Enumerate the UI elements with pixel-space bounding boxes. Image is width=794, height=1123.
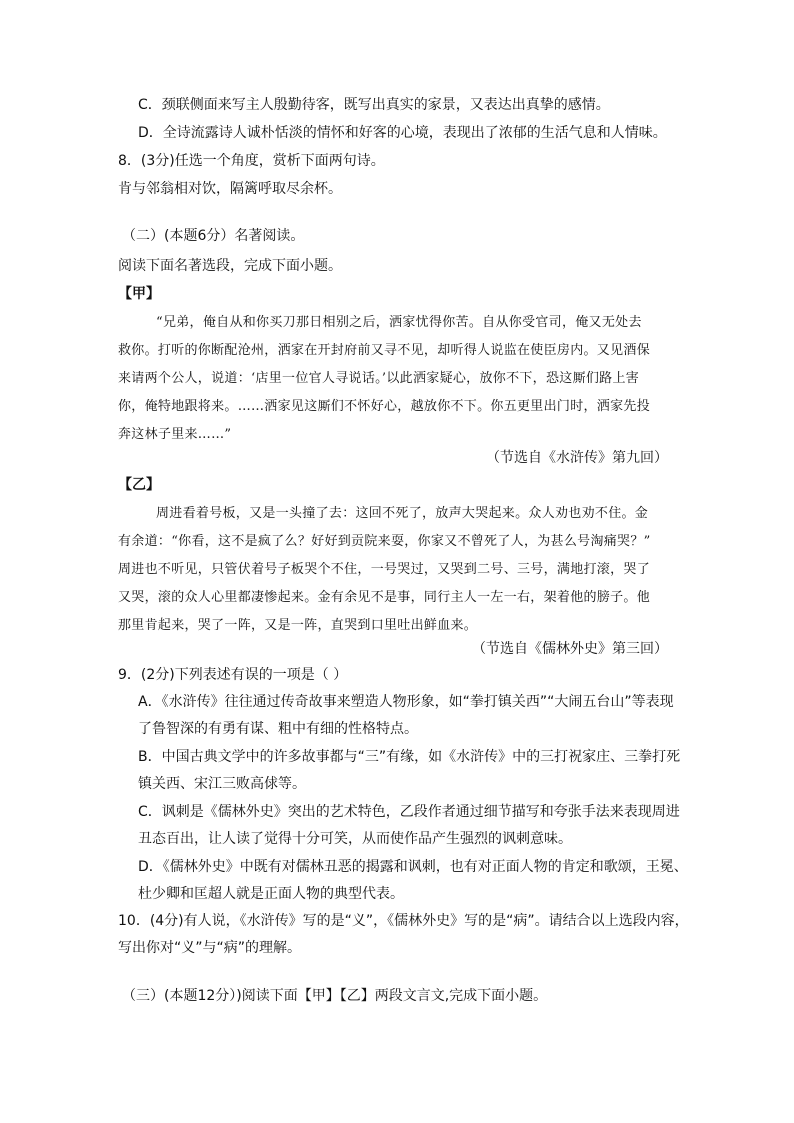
q7-option-c: C．颈联侧面来写主人殷勤待客，既写出真实的家景，又表达出真挚的感情。 — [138, 97, 610, 113]
section2-instruction: 阅读下面名著选段，完成下面小题。 — [118, 258, 342, 274]
passage-b-line: 周进也不听见，只管伏着号子板哭个不住，一号哭过，又哭到二号、三号，满地打滚，哭了 — [118, 562, 651, 577]
q10-prompt-cont: 写出你对“义”与“病”的理解。 — [118, 940, 302, 956]
q9-option-c: C．讽刺是《儒林外史》突出的艺术特色，乙段作者通过细节描写和夸张手法来表现周进 — [138, 804, 680, 820]
passage-a-line: 救你。打听的你断配沧州，洒家在开封府前又寻不见，却听得人说监在使臣房内。又见酒保 — [118, 343, 651, 358]
passage-b-label: 【乙】 — [118, 477, 160, 493]
q9-option-b: B．中国古典文学中的许多故事都与“三”有缘，如《水浒传》中的三打祝家庄、三拳打死 — [138, 749, 681, 765]
q9-option-d: D．《儒林外史》中既有对儒林丑恶的揭露和讽刺，也有对正面人物的肯定和歌颂，王冕、 — [138, 859, 688, 875]
q9-option-c-cont: 丑态百出，让人读了觉得十分可笑，从而使作品产生强烈的讽刺意味。 — [138, 831, 572, 847]
passage-a-label: 【甲】 — [118, 286, 160, 302]
q9-option-d-cont: 杜少卿和匡超人就是正面人物的典型代表。 — [138, 886, 404, 902]
section2-heading: （二）(本题6分）名著阅读。 — [122, 228, 305, 244]
q7-option-d: D．全诗流露诗人诚朴恬淡的情怀和好客的心境，表现出了浓郁的生活气息和人情味。 — [138, 125, 667, 141]
passage-a-line: 奔这林子里来……” — [118, 427, 232, 442]
passage-b-line: 那里肯起来，哭了一阵，又是一阵，直哭到口里吐出鲜血来。 — [118, 618, 478, 633]
q9-option-a: A．《水浒传》往往通过传奇故事来塑造人物形象，如“拳打镇关西”“大闹五台山”等表现 — [138, 694, 674, 710]
q10-prompt: 10．(4分)有人说，《水浒传》写的是“义”，《儒林外史》写的是“病”。请结合以上选段内容， — [118, 913, 689, 929]
passage-b-line: 周进看着号板，又是一头撞了去：这回不死了，放声大哭起来。众人劝也劝不住。金 — [156, 506, 649, 521]
passage-a-source: （节选自《水浒传》第九回） — [486, 450, 668, 466]
q9-prompt: 9．(2分)下列表述有误的一项是（ ） — [118, 667, 348, 683]
passage-b-line: 有余道：“你看，这不是疯了么？好好到贡院来耍，你家又不曾死了人，为甚么号淘痛哭？” — [118, 534, 651, 549]
q8-poem-lines: 肯与邻翁相对饮，隔篱呼取尽余杯。 — [118, 181, 342, 197]
q8-prompt: 8．(3分)任选一个角度，赏析下面两句诗。 — [118, 153, 385, 169]
passage-b-line: 又哭，滚的众人心里都凄惨起来。金有余见不是事，同行主人一左一右，架着他的膀子。他 — [118, 590, 651, 605]
q9-option-b-cont: 镇关西、宋江三败高俅等。 — [138, 776, 306, 792]
passage-a-line: “兄弟，俺自从和你买刀那日相别之后，洒家忧得你苦。自从你受官司，俺又无处去 — [156, 315, 642, 330]
passage-b-source: （节选自《儒林外史》第三回） — [472, 641, 668, 657]
q9-option-a-cont: 了鲁智深的有勇有谋、粗中有细的性格特点。 — [138, 721, 418, 737]
passage-a-line: 来请两个公人，说道：‘店里一位官人寻说话。’以此洒家疑心，放你不下，恐这厮们路上害 — [118, 371, 640, 386]
section3-heading: （三）(本题12分）)阅读下面【甲】【乙】两段文言文,完成下面小题。 — [122, 988, 548, 1004]
passage-a-line: 你，俺特地跟将来。……洒家见这厮们不怀好心，越放你不下。你五更里出门时，洒家先投 — [118, 399, 651, 414]
